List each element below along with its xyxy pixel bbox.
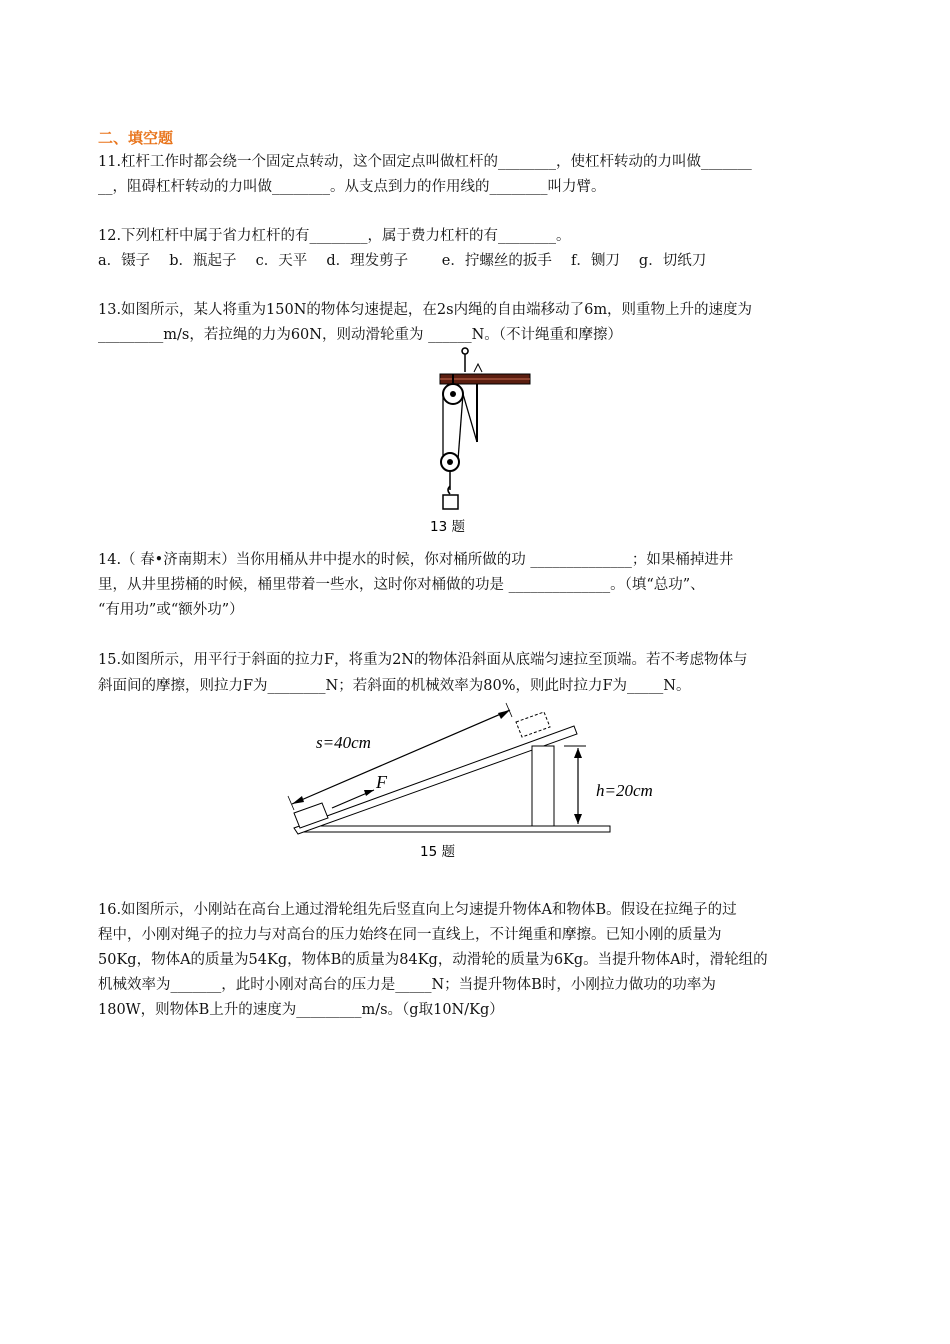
support-post	[532, 746, 554, 826]
top-hook	[462, 348, 468, 372]
q14-line-1: 14.（ 春•济南期末）当你用桶从井中提水的时候，你对桶所做的功 ______________；如果桶掉进井	[98, 552, 734, 568]
label-distance: s=40cm	[316, 733, 371, 752]
q11-line-2: __，阻碍杠杆转动的力叫做________。从支点到力的作用线的________叫力臂。	[98, 179, 606, 195]
label-height: h=20cm	[596, 781, 653, 800]
weight-block	[443, 495, 458, 509]
incline-figure	[280, 700, 653, 865]
q16-line-5: 180W，则物体B上升的速度为_________m/s。（g取10N/Kg）	[98, 1002, 504, 1018]
q14-line-2: 里，从井里捞桶的时候，桶里带着一些水，这时你对桶做的功是 ______________。（填“总功”、	[98, 577, 705, 593]
q13-caption: 13 题	[430, 519, 465, 535]
block-top-dashed	[516, 712, 550, 737]
q16-line-2: 程中，小刚对绳子的拉力与对高台的压力始终在同一直线上，不计绳重和摩擦。已知小刚的质量为	[98, 927, 722, 943]
q16-line-4: 机械效率为_______，此时小刚对高台的压力是_____N；当提升物体B时，小刚拉力做功的功率为	[98, 977, 716, 993]
base-board	[304, 826, 610, 832]
label-force: F	[376, 772, 387, 792]
q13-line-2: _________m/s，若拉绳的力为60N，则动滑轮重为 ______N。（不计绳重和摩擦）	[98, 327, 623, 343]
q14-line-3: “有用功”或“额外功”）	[98, 602, 244, 618]
q16-line-3: 50Kg，物体A的质量为54Kg，物体B的质量为84Kg，动滑轮的质量为6Kg。当提升物体A时，滑轮组的	[98, 952, 768, 968]
pulley-figure	[430, 350, 540, 540]
q13-line-1: 13.如图所示，某人将重为150N的物体匀速提起，在2s内绳的自由端移动了6m，则重物上升的速度为	[98, 302, 753, 318]
q11-line-1: 11.杠杆工作时都会绕一个固定点转动，这个固定点叫做杠杆的________，使杠杆转动的力叫做_______	[98, 154, 752, 170]
q15-line-1: 15.如图所示，用平行于斜面的拉力F，将重为2N的物体沿斜面从底端匀速拉至顶端。若不考虑物体与	[98, 652, 748, 668]
q12-line-1: 12.下列杠杆中属于省力杠杆的有________，属于费力杠杆的有________。	[98, 228, 571, 244]
q16-line-1: 16.如图所示，小刚站在高台上通过滑轮组先后竖直向上匀速提升物体A和物体B。假设在拉绳子的过	[98, 902, 737, 918]
q15-caption: 15 题	[420, 844, 455, 860]
q12-options: a．镊子 b．瓶起子 c．天平 d．理发剪子 e．拧螺丝的扳手 f．铡刀 g．切纸刀	[98, 253, 707, 269]
section-title: 二、填空题	[98, 129, 174, 147]
q15-line-2: 斜面间的摩擦，则拉力F为________N；若斜面的机械效率为80%，则此时拉力F为_____N。	[98, 678, 691, 694]
